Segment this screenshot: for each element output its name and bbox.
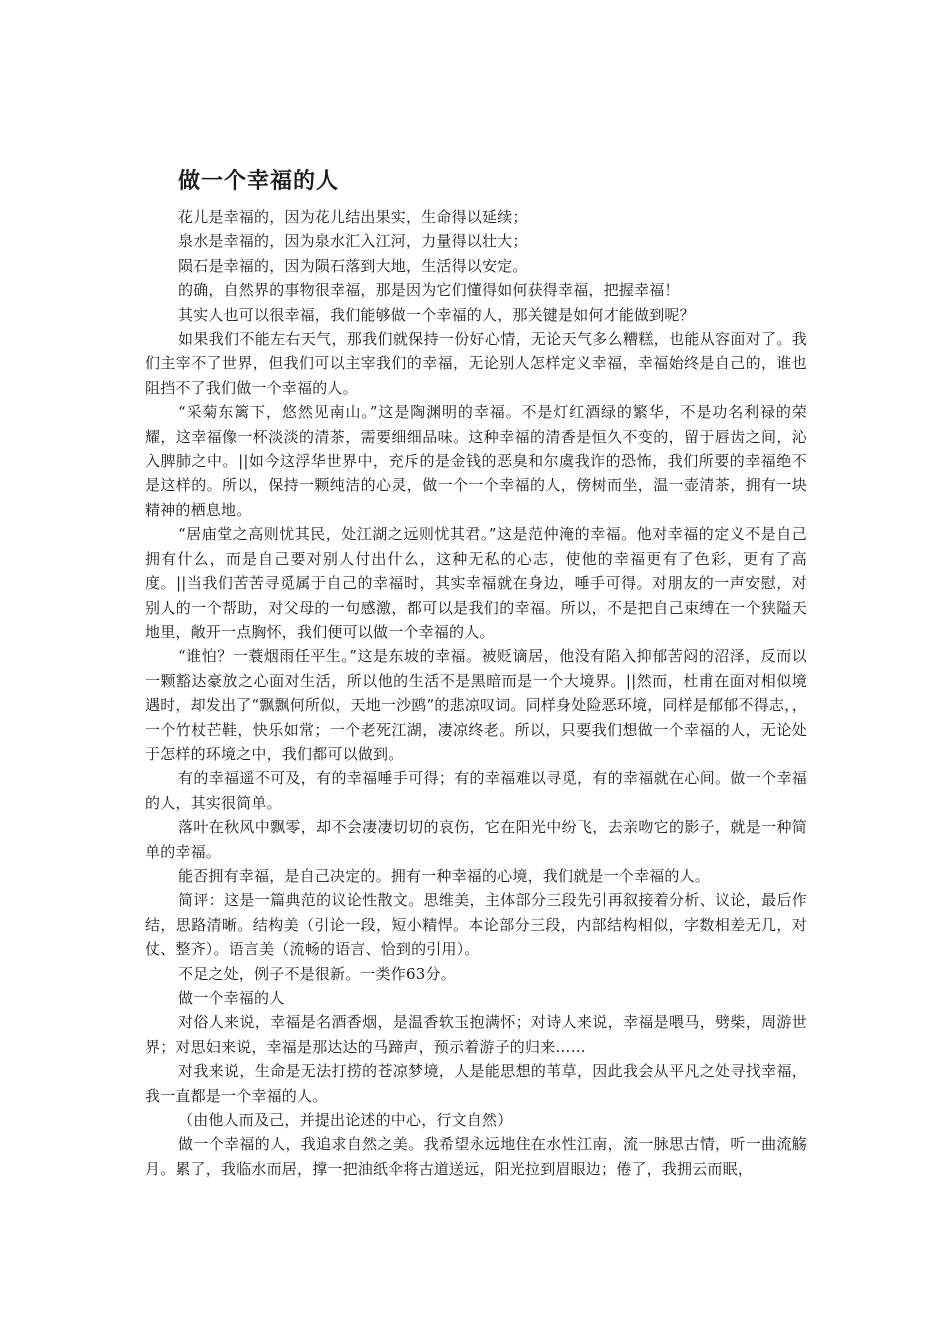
paragraph: 的确，自然界的事物很幸福，那是因为它们懂得如何获得幸福，把握幸福！	[178, 281, 680, 300]
document-page	[145, 165, 807, 1181]
paragraph: 能否拥有幸福，是自己决定的。拥有一种幸福的心境，我们就是一个幸福的人。	[178, 866, 711, 885]
document-body	[145, 205, 807, 1181]
document-title: 做一个幸福的人	[178, 169, 340, 194]
paragraph: 对我来说，生命是无法打捞的苍凉梦境，人是能思想的苇草，因此我会从平凡之处寻找幸福，我一直都是一个幸福的人。	[145, 1062, 807, 1105]
paragraph: 如果我们不能左右天气，那我们就保持一份好心情，无论天气多么糟糕，也能从容面对了。我们主宰不了世界，但我们可以主宰我们的幸福，无论别人怎样定义幸福，幸福始终是自己的，谁也阻挡不了我们做一个幸福的人。	[145, 330, 807, 397]
paragraph: 落叶在秋风中飘零，却不会凄凄切切的哀伤，它在阳光中纷飞，去亲吻它的影子，就是一种简单的幸福。	[145, 818, 807, 861]
paragraph: 有的幸福遥不可及，有的幸福唾手可得；有的幸福难以寻觅，有的幸福就在心间。做一个幸福的人，其实很简单。	[145, 769, 807, 812]
paragraph: 做一个幸福的人	[178, 989, 285, 1007]
paragraph: 陨石是幸福的，因为陨石落到大地，生活得以安定。	[178, 256, 528, 275]
paragraph: 做一个幸福的人，我追求自然之美。我希望永远地住在水性江南，流一脉思古情，听一曲流觞月。累了，我临水而居，撑一把油纸伞将古道送远，阳光拉到眉眼边；倦了，我拥云而眠，	[145, 1135, 807, 1178]
paragraph: “谁怕？一蓑烟雨任平生。”这是东坡的幸福。被贬谪居，他没有陷入抑郁苦闷的沼泽，反而以一颗豁达豪放之心面对生活，所以他的生活不是黑暗而是一个大境界。||然而，杜甫在面对相似境遇时，却发出了“飘飘何所似，天地一沙鸥”的悲凉叹词。同样身处险恶环境，同样是郁郁不得志，，一个竹杖芒鞋，快乐如常；一个老死江湖，凄凉终老。所以，只要我们想做一个幸福的人，无论处于怎样的环境之中，我们都可以做到。	[145, 647, 807, 763]
paragraph: 对俗人来说，幸福是名酒香烟，是温香软玉抱满怀；对诗人来说，幸福是喂马，劈柴，周游世界；对思妇来说，幸福是那达达的马蹄声，预示着游子的归来……	[145, 1013, 807, 1056]
paragraph: 不足之处，例子不是很新。一类作63分。	[178, 964, 456, 983]
paragraph: 花儿是幸福的，因为花儿结出果实，生命得以延续；	[178, 208, 528, 226]
paragraph: 泉水是幸福的，因为泉水汇入江河，力量得以壮大；	[178, 232, 528, 251]
paragraph: 简评：这是一篇典范的议论性散文。思维美，主体部分三段先引再叙接着分析、议论，最后作结，思路清晰。结构美（引论一段，短小精悍。本论部分三段，内部结构相似，字数相差无几，对仗、整齐）。语言美（流畅的语言、恰到的引用）。	[145, 891, 807, 959]
paragraph: “采菊东篱下，悠然见南山。”这是陶渊明的幸福。不是灯红酒绿的繁华，不是功名利禄的荣耀，这幸福像一杯淡淡的清茶，需要细细品味。这种幸福的清香是恒久不变的，留于唇齿之间，沁入脾肺之中。||如今这浮华世界中，充斥的是金钱的恶臭和尔虞我诈的恐怖，我们所要的幸福绝不是这样的。所以，保持一颗纯洁的心灵，做一个一个幸福的人，傍树而坐，温一壶清茶，拥有一块精神的栖息地。	[145, 403, 807, 519]
paragraph: “居庙堂之高则忧其民，处江湖之远则忧其君。”这是范仲淹的幸福。他对幸福的定义不是自己拥有什么，而是自己要对别人付出什么，这种无私的心志，使他的幸福更有了色彩，更有了高度。||当我们苦苦寻觅属于自己的幸福时，其实幸福就在身边，唾手可得。对朋友的一声安慰，对别人的一个帮助，对父母的一句感激，都可以是我们的幸福。所以，不是把自己束缚在一个狭隘天地里，敞开一点胸怀，我们便可以做一个幸福的人。	[145, 525, 807, 641]
paragraph: （由他人而及己，并提出论述的中心，行文自然）	[178, 1111, 513, 1130]
paragraph: 其实人也可以很幸福，我们能够做一个幸福的人，那关键是如何才能做到呢？	[178, 305, 695, 324]
